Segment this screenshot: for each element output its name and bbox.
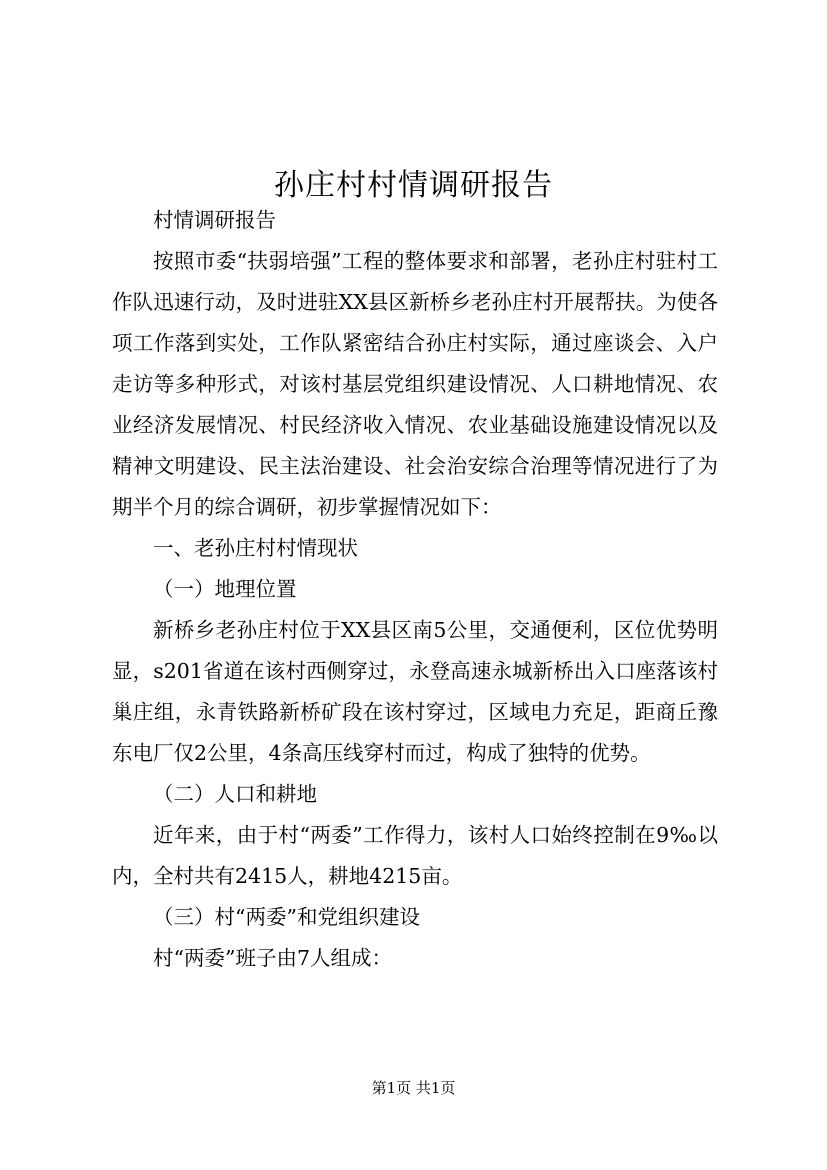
document-body xyxy=(112,200,718,979)
population-paragraph: 近年来，由于村“两委”工作得力，该村人口始终控制在9‰以内，全村共有2415人，耕地4215亩。 xyxy=(112,823,718,888)
location-paragraph: 新桥乡老孙庄村位于XX县区南5公里，交通便利，区位优势明显，s201省道在该村西侧穿过，永登高速永城新桥出入口座落该村巢庄组，永青铁路新桥矿段在该村穿过，区域电力充足，距商丘豫东电厂仅2公里，4条高压线穿村而过，构成了独特的优势。 xyxy=(112,618,718,765)
subsection-heading-population: （二）人口和耕地 xyxy=(153,782,317,806)
subsection-heading-location: （一）地理位置 xyxy=(153,577,297,601)
committee-paragraph: 村“两委”班子由7人组成： xyxy=(153,946,393,970)
subtitle-paragraph: 村情调研报告 xyxy=(153,208,276,232)
section-heading-1: 一、老孙庄村村情现状 xyxy=(153,536,358,560)
page-footer: 第1页 共1页 xyxy=(371,1079,456,1097)
intro-paragraph: 按照市委“扶弱培强”工程的整体要求和部署，老孙庄村驻村工作队迅速行动，及时进驻XX县区新桥乡老孙庄村开展帮扶。为使各项工作落到实处，工作队紧密结合孙庄村实际，通过座谈会、入户走访等多种形式，对该村基层党组织建设情况、人口耕地情况、农业经济发展情况、村民经济收入情况、农业基础设施建设情况以及精神文明建设、民主法治建设、社会治安综合治理等情况进行了为期半个月的综合调研，初步掌握情况如下： xyxy=(112,249,718,519)
subsection-heading-committee: （三）村“两委”和党组织建设 xyxy=(153,905,420,929)
document-title: 孙庄村村情调研报告 xyxy=(274,168,553,204)
